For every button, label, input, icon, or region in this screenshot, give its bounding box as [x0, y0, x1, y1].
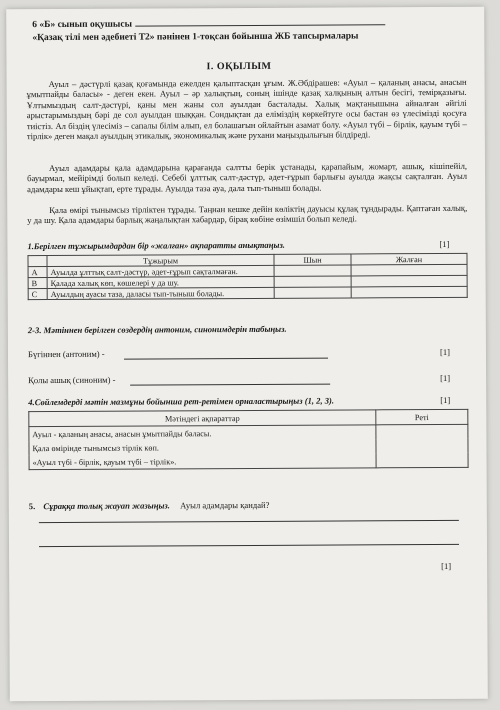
q4-table	[28, 409, 468, 470]
false-cell[interactable]	[351, 264, 467, 276]
class-label: 6 «Б» сынып оқушысы	[32, 19, 133, 31]
false-cell[interactable]	[351, 286, 467, 298]
q5-answer-line-1[interactable]	[39, 519, 459, 523]
antonym-label: Бүгіннен (антоним) -	[27, 348, 105, 360]
q5-mark: [1]	[441, 560, 452, 571]
q5-instruction: Сұраққа толық жауап жазыңыз.	[43, 500, 170, 512]
row-info: «Ауыл түбі - бірлік, қауым түбі – тірлік».	[29, 453, 376, 469]
order-cell[interactable]	[376, 439, 468, 453]
antonym-answer-line[interactable]	[124, 357, 328, 360]
row-info: Қала өмірінде тынымсыз тірлік көп.	[29, 439, 376, 455]
true-cell[interactable]	[274, 287, 351, 298]
row-letter: B	[28, 278, 47, 289]
name-blank-line	[135, 16, 385, 26]
section-title: I. ОҚЫЛЫМ	[206, 60, 272, 73]
synonym-answer-line[interactable]	[130, 383, 330, 386]
q5-prompt	[29, 500, 270, 511]
q5-answer-line-2[interactable]	[39, 543, 459, 547]
row-letter: A	[28, 267, 47, 278]
order-cell[interactable]	[376, 424, 468, 439]
q4-prompt: 4.Сөйлемдерді мәтін мазмұны бойынша рет-ретімен орналастырыңыз (1, 2, 3).	[28, 395, 335, 408]
order-cell[interactable]	[376, 453, 468, 468]
row-statement: Ауылда ұлттық салт-дәстүр, әдет-ғұрып сақталмаған.	[47, 265, 274, 277]
q1-prompt: 1.Берілген тұжырымдардан бір «жалған» ақпаратты анықтаңыз.	[27, 239, 285, 252]
row-letter: C	[28, 289, 47, 300]
class-line	[32, 16, 385, 30]
q23-prompt: 2-3. Мәтіннен берілген сөздердің антоним, синонимдерін табыңыз.	[27, 323, 287, 336]
q1-mark: [1]	[439, 238, 450, 249]
subject-line: «Қазақ тілі мен әдебиеті Т2» пәнінен 1-тоқсан бойынша ЖБ тапсырмалары	[32, 31, 359, 44]
q5-question: Ауыл адамдары қандай?	[180, 499, 270, 511]
true-cell[interactable]	[274, 276, 351, 287]
true-cell[interactable]	[274, 265, 351, 276]
table-row	[29, 453, 468, 470]
text-paragraph-3: Қала өмірі тынымсыз тірліктен тұрады. Таңнан кешке дейін көліктің дауысы құлақ тұндырады. Қаптаған халық, у да шу. Қала адамдары барлық жаңалықтан хабардар, бірақ көбіне өзімшіл болып келеді.	[27, 202, 468, 226]
row-statement: Ауылдың ауасы таза, даласы тып-тыныш болады.	[47, 287, 274, 299]
text-paragraph-1: Ауыл – дәстүрлі қазақ қоғамында ежелден қалыптасқан ұғым. Ж.Әбдірашев: «Ауыл – қаланың анасы, анасын ұмытпайды баласы» - деген екен. Ауыл – әр халықтың, соның ішінде қазақ халқының алтын бесігі, темірқазығы. Ұлтымыздың салт-дәстүрі, қаны мен жаны сол ауылдан басталады. Халық мақтанышына айналған әйгілі арыстарымыздың бәрі де сол ауылдан шыққан. Сондықтан да еліміздің көркейтуге осы бастан өз үлесімізді қосуға тиістіз. Ал біздің үлесіміз – сапалы білім алып, ел болашағын ойлайтын азамат болу. «Ауыл түбі – бірлік, қауым түбі – тірлік» деген мақал ауылдың этикалық, экономикалық және рухани маңыздылығын білдіреді.	[26, 76, 467, 142]
text-paragraph-2: Ауыл адамдары қала адамдарына қарағанда салтты берік ұстанады, қарапайым, жомарт, ашық, кішіпейіл, бауырмал, мейірімді болып келеді. Себебі ұлттық салт-дәстүр, әдет-ғұрып барлығы ауылда жақсы сақталған. Ауыл адамдары кеш ұйықтап, ерте тұрады. Ауылда таза ауа, дала тып-тыныш болады.	[27, 160, 468, 194]
q2-mark: [1]	[439, 346, 451, 357]
false-cell[interactable]	[351, 275, 467, 287]
q4-mark: [1]	[440, 394, 451, 405]
q1-header-true: Шын	[274, 254, 351, 265]
q3-mark: [1]	[440, 372, 451, 383]
worksheet-page	[6, 7, 488, 701]
q1-table	[27, 253, 467, 300]
q4-header-order: Реті	[376, 409, 468, 424]
table-row	[28, 286, 467, 299]
row-statement: Қалада халық көп, көшелері у да шу.	[47, 276, 274, 288]
q1-header-false: Жалған	[351, 253, 467, 265]
q5-number: 5.	[28, 501, 36, 512]
synonym-label: Қолы ашық (синоним) -	[28, 374, 116, 386]
q4-header-info: Мәтіндегі ақпараттар	[29, 410, 376, 427]
row-info: Ауыл - қаланың анасы, анасын ұмытпайды баласы.	[29, 425, 376, 441]
q1-header-statement: Тұжырым	[47, 254, 274, 266]
